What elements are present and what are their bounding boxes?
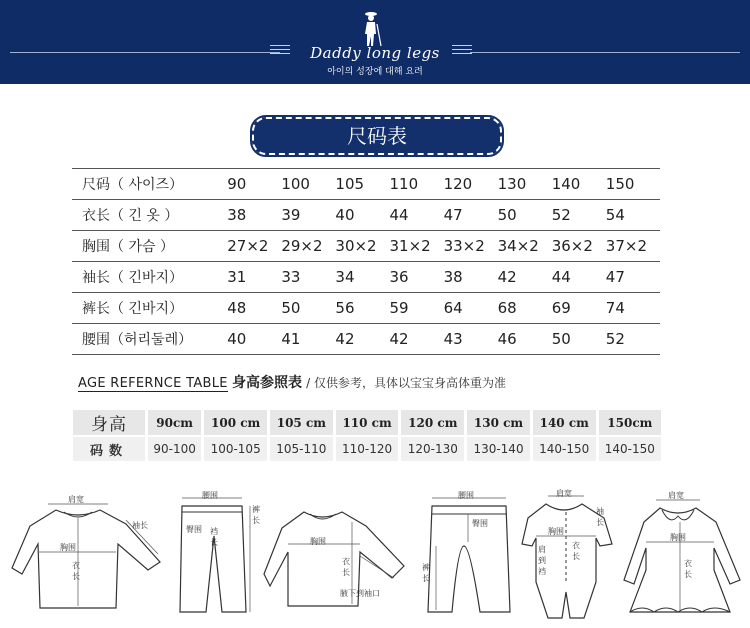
size-code-cell: 90-100 [147,436,203,461]
height-cell: 150cm [597,410,661,436]
label-length: 衣长 [72,561,80,581]
size-row-label: 衣长（ 긴 옷 ） [72,200,227,231]
size-cell: 31×2 [389,231,443,262]
size-cell: 38 [444,262,498,293]
size-code-cell: 120-130 [400,436,466,461]
label-length: 衣长 [684,559,692,579]
size-row-label: 腰围（허리둘레） [72,324,227,355]
size-row-label: 尺码（ 사이즈） [72,169,227,200]
size-cell: 36 [389,262,443,293]
ornament-right [452,42,472,56]
divider-right [470,52,740,53]
size-cell: 42 [335,324,389,355]
size-cell: 54 [606,200,660,231]
label-length: 衣长 [342,557,350,577]
size-cell: 110 [389,169,443,200]
size-code-cell: 105-110 [269,436,335,461]
size-cell: 33 [281,262,335,293]
label-sleeve: 袖长 [596,507,604,527]
divider-left [10,52,280,53]
label-waist: 腰围 [202,491,218,500]
size-cell: 48 [227,293,281,324]
brand-subtitle: 아이의 성장에 대해 요려 [327,67,423,77]
logo-figure-icon [355,8,385,48]
age-reference-heading [78,372,506,392]
label-chest: 胸围 [670,533,686,542]
size-cell: 52 [606,324,660,355]
size-cell: 64 [444,293,498,324]
size-table-row [72,293,660,324]
size-cell: 44 [389,200,443,231]
size-cell: 50 [281,293,335,324]
header-banner [0,0,750,84]
label-sleeve: 袖长 [132,521,148,530]
size-cell: 39 [281,200,335,231]
label-shoulder: 肩宽 [68,495,84,504]
height-row [73,410,661,436]
age-reference-cn: 身高参照表 [231,375,302,391]
size-row-label: 袖长（ 긴바지） [72,262,227,293]
size-cell: 130 [498,169,552,200]
height-cell: 100 cm [203,410,269,436]
size-cell: 68 [498,293,552,324]
label-armpit: 腋下到袖口 [340,589,380,598]
size-cell: 90 [227,169,281,200]
size-table-row [72,262,660,293]
dress-icon [622,482,746,622]
label-inseam: 裤长 [252,505,260,525]
size-cell: 29×2 [281,231,335,262]
tshirt-icon [8,482,168,622]
size-cell: 34×2 [498,231,552,262]
size-cell: 44 [552,262,606,293]
diagram-dress [622,482,746,622]
size-code-row [73,436,661,461]
size-table-row [72,324,660,355]
size-cell: 27×2 [227,231,281,262]
diagram-pants [172,482,262,622]
size-cell: 33×2 [444,231,498,262]
pants-icon [172,482,262,622]
size-cell: 42 [389,324,443,355]
diagram-long-sleeve-top [8,482,168,622]
size-cell: 150 [606,169,660,200]
size-cell: 41 [281,324,335,355]
size-cell: 47 [606,262,660,293]
diagram-romper [520,482,620,622]
height-cell: 110 cm [334,410,400,436]
size-code-cell: 140-150 [531,436,597,461]
size-cell: 47 [444,200,498,231]
label-waist: 腰围 [458,491,474,500]
size-cell: 30×2 [335,231,389,262]
label-chest: 胸围 [310,537,326,546]
height-cell: 90cm [147,410,203,436]
label-shoulder-crotch: 肩到裆 [538,545,546,576]
size-cell: 50 [552,324,606,355]
raglan-shirt-icon [262,482,412,622]
baby-pants-icon [418,482,518,622]
age-reference-note: / 仅供参考，具体以宝宝身高体重为准 [306,376,506,390]
size-cell: 40 [335,200,389,231]
size-cell: 50 [498,200,552,231]
size-table [72,168,660,355]
size-cell: 46 [498,324,552,355]
size-cell: 59 [389,293,443,324]
height-table [73,410,661,461]
label-shoulder: 肩宽 [556,489,572,498]
label-chest: 胸围 [60,543,76,552]
size-code-row-label: 码数 [73,436,147,461]
label-hip: 臀围 [186,525,202,534]
size-table-row [72,169,660,200]
size-cell: 36×2 [552,231,606,262]
age-reference-en: AGE REFERNCE TABLE [78,376,228,391]
size-code-cell: 140-150 [597,436,661,461]
size-cell: 34 [335,262,389,293]
size-cell: 38 [227,200,281,231]
size-cell: 37×2 [606,231,660,262]
size-cell: 31 [227,262,281,293]
diagram-baby-pants [418,482,518,622]
size-cell: 43 [444,324,498,355]
label-chest: 胸围 [548,527,564,536]
size-row-label: 裤长（ 긴바지） [72,293,227,324]
size-code-cell: 130-140 [466,436,532,461]
size-code-cell: 110-120 [334,436,400,461]
ornament-left [270,42,290,56]
label-rise: 裆长 [210,527,218,547]
size-row-label: 胸围（ 가슴 ） [72,231,227,262]
size-cell: 42 [498,262,552,293]
diagram-raglan-top [262,482,412,622]
romper-icon [520,482,620,622]
size-cell: 140 [552,169,606,200]
height-row-label: 身高 [73,410,147,436]
height-cell: 120 cm [400,410,466,436]
height-cell: 105 cm [269,410,335,436]
brand-name: Daddy long legs [310,44,440,62]
label-hip: 臀围 [472,519,488,528]
size-cell: 100 [281,169,335,200]
label-shoulder: 肩宽 [668,491,684,500]
size-code-cell: 100-105 [203,436,269,461]
size-cell: 120 [444,169,498,200]
size-cell: 105 [335,169,389,200]
size-cell: 69 [552,293,606,324]
page-title: 尺码表 [252,117,502,155]
size-table-row [72,200,660,231]
label-length: 衣长 [572,541,580,561]
label-inseam: 裤长 [422,563,430,583]
size-cell: 74 [606,293,660,324]
height-cell: 140 cm [531,410,597,436]
size-cell: 40 [227,324,281,355]
size-cell: 56 [335,293,389,324]
height-cell: 130 cm [466,410,532,436]
size-table-row [72,231,660,262]
size-cell: 52 [552,200,606,231]
